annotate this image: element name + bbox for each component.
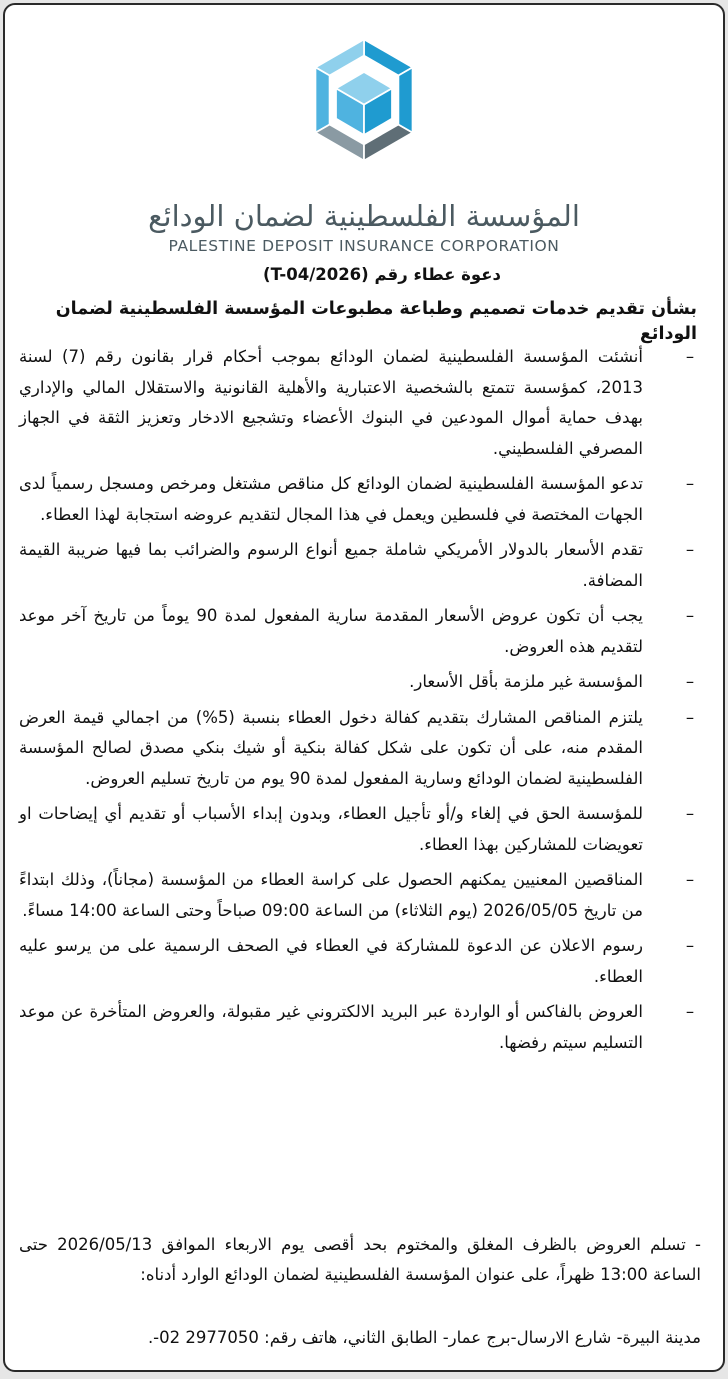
- dash-bullet: –: [685, 347, 695, 366]
- contact-address: مدينة البيرة- شارع الارسال-برج عمار- الطابق الثاني، هاتف رقم: 2977050 02-.: [147, 1328, 701, 1347]
- condition-item: [19, 799, 701, 860]
- dash-bullet: –: [685, 1002, 695, 1021]
- organization-name-english: PALESTINE DEPOSIT INSURANCE CORPORATION: [168, 236, 560, 255]
- condition-item: [19, 535, 701, 596]
- condition-item: [19, 997, 701, 1058]
- dash-bullet: –: [685, 672, 695, 691]
- tender-announcement: [3, 3, 725, 1372]
- condition-item: [19, 667, 701, 698]
- dash-bullet: –: [685, 804, 695, 823]
- condition-text: يلتزم المناقص المشارك بتقديم كفالة دخول العطاء بنسبة (5%) من اجمالي قيمة العرض المقدم منه، على أن تكون على شكل كفالة بنكية أو شيك بنكي مصدق لصالح المؤسسة الفلسطينية لضمان الودائع وسارية المفعول لمدة 90 يوم من تاريخ تسليم العروض.: [19, 707, 644, 788]
- header-logo-block: [5, 37, 723, 255]
- condition-item: [19, 342, 701, 464]
- dash-bullet: –: [685, 870, 695, 889]
- submission-instructions: - تسلم العروض بالظرف المغلق والمختوم بحد أقصى يوم الاربعاء الموافق 2026/05/13 حتى الساعة 13:00 ظهراً، على عنوان المؤسسة الفلسطينية لضمان الودائع الوارد أدناه:: [19, 1235, 701, 1284]
- condition-text: المناقصين المعنيين يمكنهم الحصول على كراسة العطاء من المؤسسة (مجاناً)، وذلك ابتداءً من تاريخ 2026/05/05 (يوم الثلاثاء) من الساعة 09:00 صباحاً وحتى الساعة 14:00 مساءً.: [19, 870, 643, 920]
- condition-text: العروض بالفاكس أو الواردة عبر البريد الالكتروني غير مقبولة، والعروض المتأخرة عن موعد التسليم سيتم رفضها.: [19, 1002, 643, 1052]
- condition-item: [19, 865, 701, 926]
- condition-text: للمؤسسة الحق في إلغاء و/أو تأجيل العطاء، وبدون إبداء الأسباب أو تقديم أي إيضاحات او تعويضات للمشاركين بهذا العطاء.: [19, 804, 643, 854]
- dash-bullet: –: [685, 707, 695, 727]
- hexagon-cube-logo-icon: [305, 37, 423, 163]
- dash-bullet: –: [685, 540, 695, 559]
- condition-item: [19, 601, 701, 662]
- condition-item: [19, 931, 701, 992]
- condition-text: تدعو المؤسسة الفلسطينية لضمان الودائع كل مناقص مشتغل ومرخص ومسجل رسمياً لدى الجهات المختصة في فلسطين ويعمل في هذا المجال لتقديم عروضه استجابة لهذا العطاء.: [19, 474, 643, 524]
- condition-text: تقدم الأسعار بالدولار الأمريكي شاملة جميع أنواع الرسوم والضرائب بما فيها ضريبة القيمة المضافة.: [19, 540, 643, 590]
- dash-bullet: –: [685, 936, 695, 955]
- conditions-list: [19, 342, 701, 1063]
- condition-text: المؤسسة غير ملزمة بأقل الأسعار.: [409, 672, 643, 691]
- condition-text: يجب أن تكون عروض الأسعار المقدمة سارية المفعول لمدة 90 يوماً من تاريخ آخر موعد لتقديم هذه العروض.: [19, 606, 644, 656]
- dash-bullet: –: [685, 474, 695, 493]
- tender-number: دعوة عطاء رقم (T-04/2026): [263, 265, 501, 284]
- dash-bullet: –: [685, 606, 695, 625]
- condition-text: رسوم الاعلان عن الدعوة للمشاركة في العطاء في الصحف الرسمية على من يرسو عليه العطاء.: [19, 936, 643, 986]
- condition-item: [19, 703, 701, 795]
- condition-item: [19, 469, 701, 530]
- organization-name-arabic: المؤسسة الفلسطينية لضمان الودائع: [148, 199, 580, 233]
- tender-subject: بشأن تقديم خدمات تصميم وطباعة مطبوعات المؤسسة الفلسطينية لضمان الودائع: [55, 299, 697, 344]
- condition-text: أنشئت المؤسسة الفلسطينية لضمان الودائع بموجب أحكام قرار بقانون رقم (7) لسنة 2013، كمؤسسة تتمتع بالشخصية الاعتبارية والأهلية القانونية والاستقلال المالي والإداري بهدف حماية أموال المودعين في البنوك الأعضاء وتشجيع الادخار وتعزيز الثقة في الجهاز المصرفي الفلسطيني.: [19, 347, 643, 458]
